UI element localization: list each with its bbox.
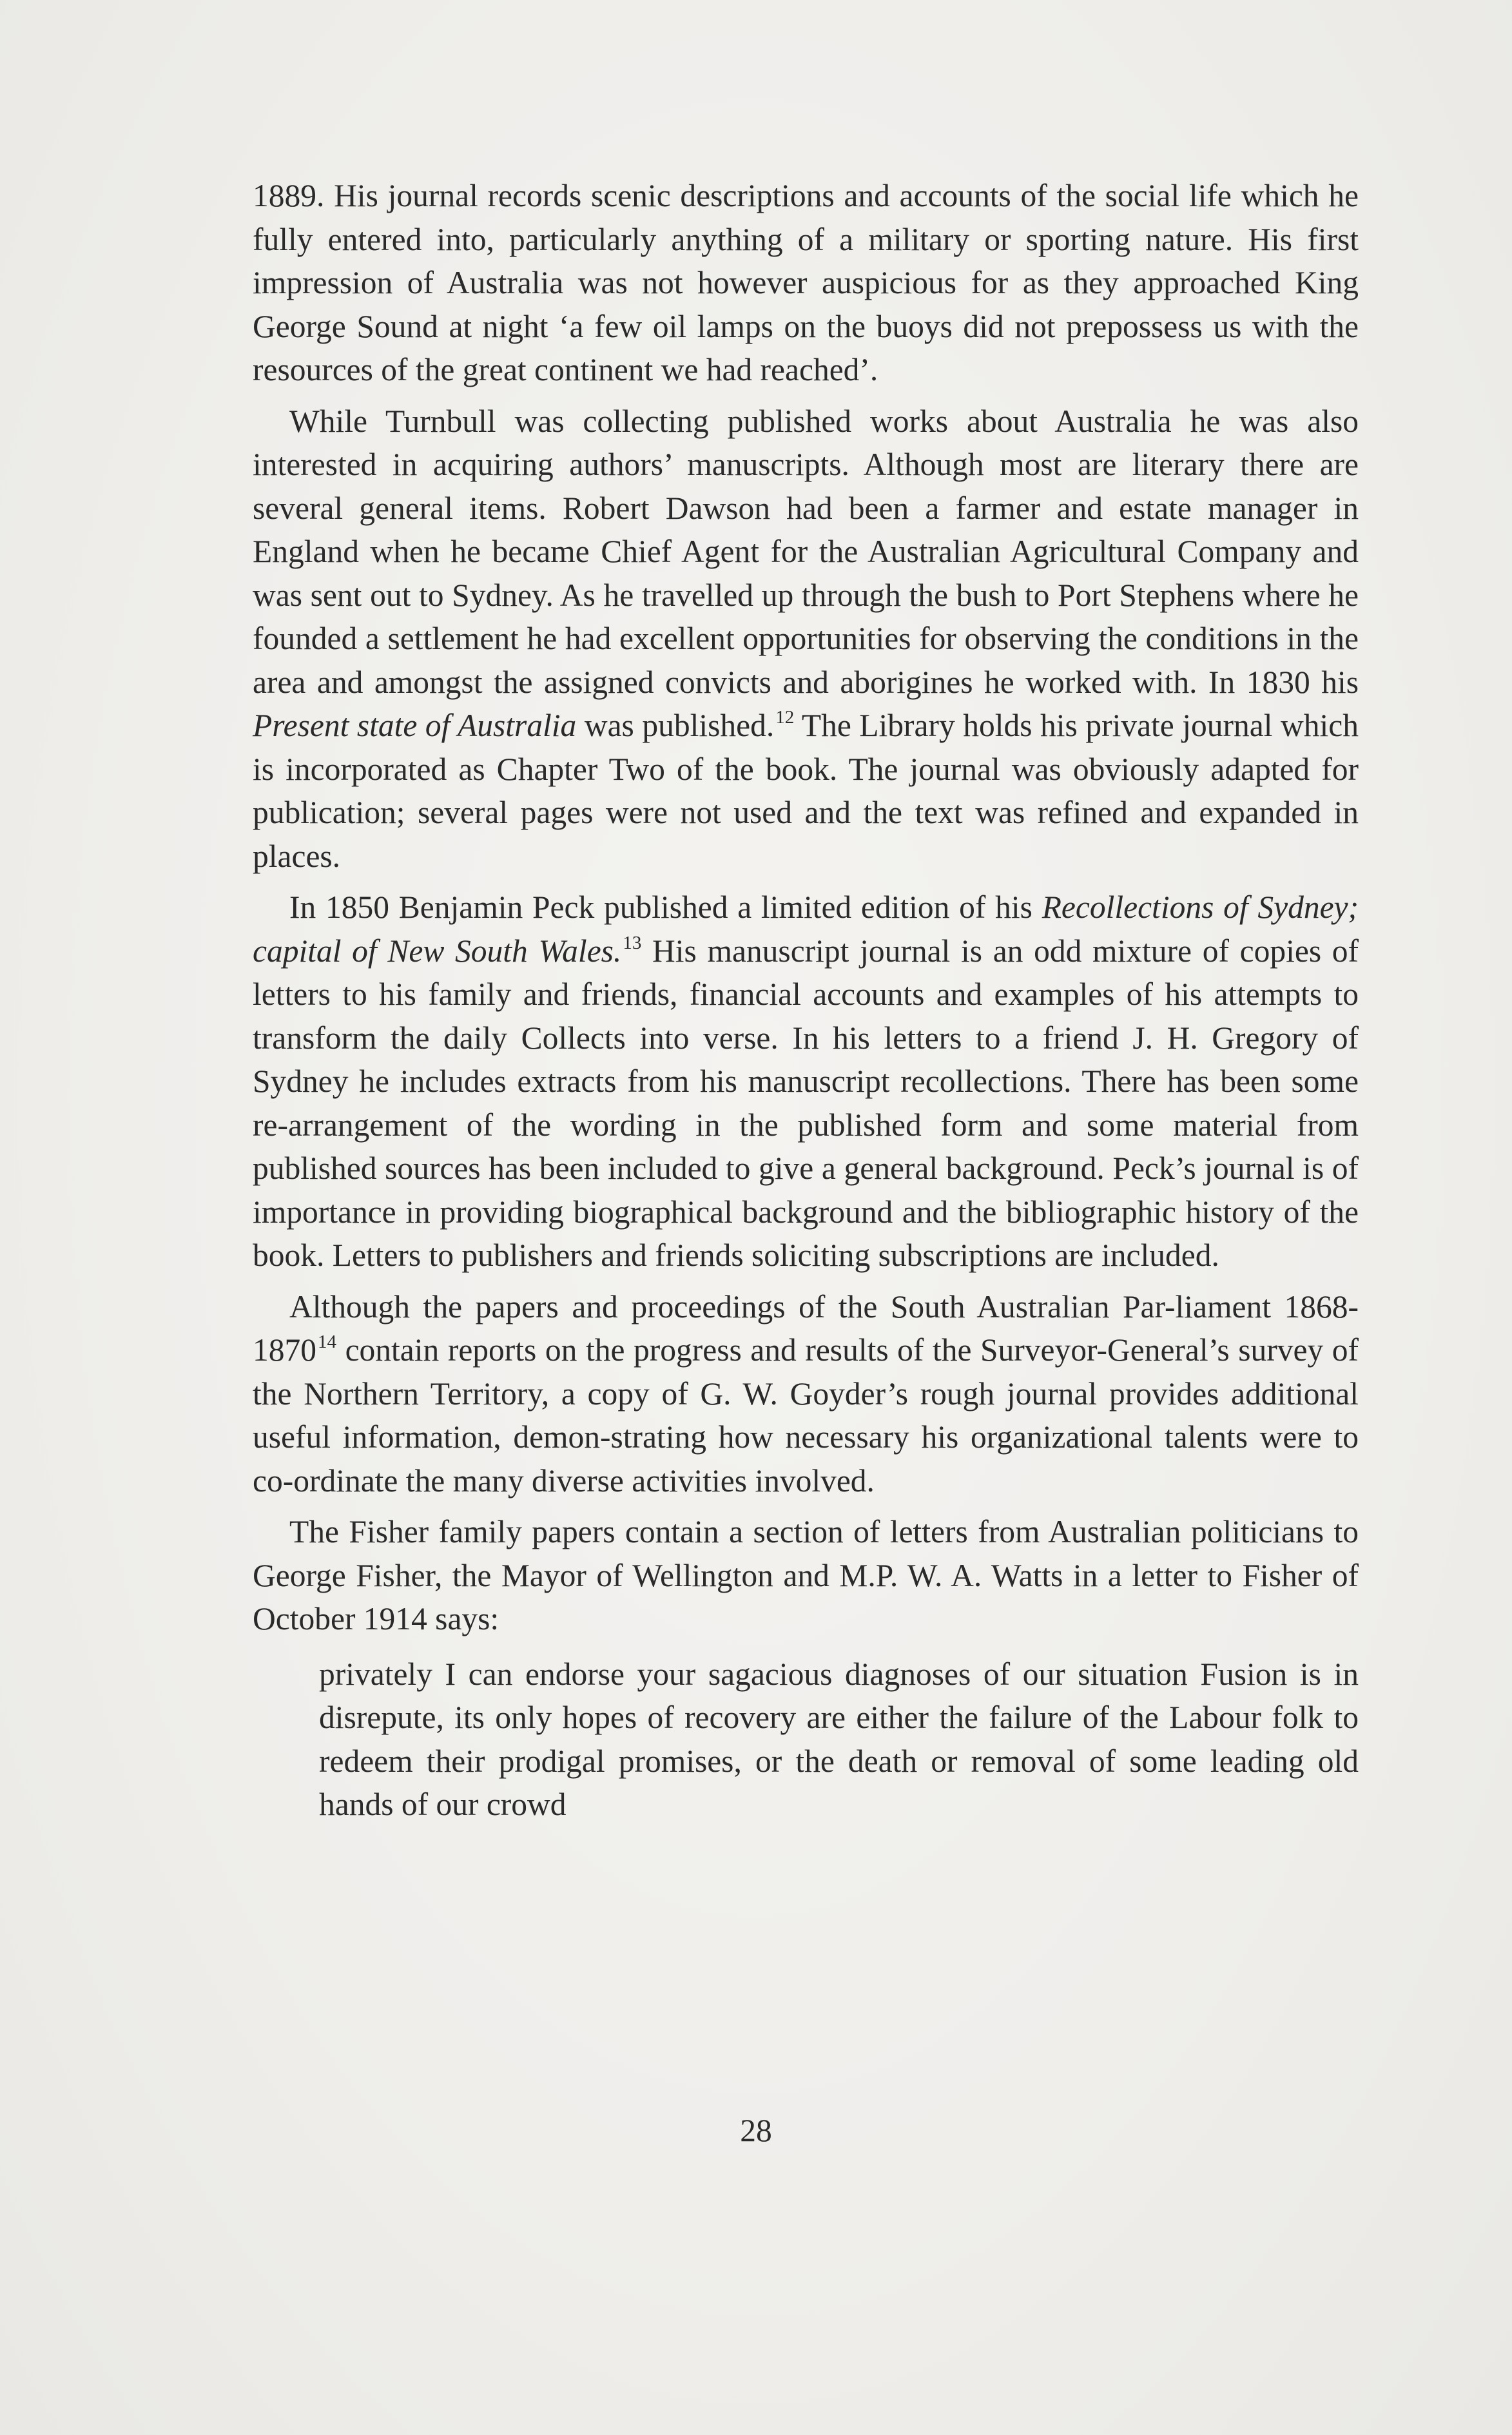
paragraph-4: Although the papers and proceedings of the South Australian Par-liament 1868-1870$^{14}$ contain reports on the progress and results of the Surveyor-General’s survey of the Northern Territory, a copy of G. W. Goyder’s rough journal provides additional useful information, demon-strating how necessary his organizational talents were to co-ordinate the many diverse activities involved. bbox=[253, 1288, 1359, 1499]
footnote-marker: 14 bbox=[318, 1332, 336, 1352]
footnote-marker: 12 bbox=[775, 707, 795, 728]
italic-title: Recollections of Sydney; capital of New South Wales. bbox=[253, 889, 1359, 969]
paragraph-1: 1889. His journal records scenic descriptions and accounts of the social life which he fully entered into, particularly anything of a military or sporting nature. His first impression of Australia was not however auspicious for as they approached King George Sound at night ‘a few oil lamps on the buoys did not prepossess us with the resources of the great continent we had reached’. bbox=[253, 178, 1359, 387]
footnote-marker: 13 bbox=[623, 932, 642, 953]
paragraph-3: In 1850 Benjamin Peck published a limited edition of his Recollections of Sydney; capital of New South Wales.$^{13}$ His manuscript journal is an odd mixture of copies of letters to his family and friends, financial accounts and examples of his attempts to transform the daily Collects into verse. In his letters to a friend J. H. Gregory of Sydney he includes extracts from his manuscript recollections. There has been some re-arrangement of the wording in the published form and some material from published sources has been included to give a general background. Peck’s journal is of importance in providing biographical background and the bibliographic history of the book. Letters to publishers and friends soliciting subscriptions are included. bbox=[253, 889, 1359, 1273]
paragraph-2: While Turnbull was collecting published works about Australia he was also interested in acquiring authors’ manuscripts. Although most are literary there are several general items. Robert Dawson had been a farmer and estate manager in England when he became Chief Agent for the Australian Agricultural Company and was sent out to Sydney. As he travelled up through the bush to Port Stephens where he founded a settlement he had excellent opportunities for observing the conditions in the area and amongst the assigned convicts and aborigines he worked with. In 1830 his Present state of Australia was published.$^{12}$ The Library holds his private journal which is incorporated as Chapter Two of the book. The journal was obviously adapted for publication; several pages were not used and the text was refined and expanded in places. bbox=[253, 403, 1359, 874]
italic-title: Present state of Australia bbox=[253, 708, 577, 743]
block-quote: privately I can endorse your sagacious diagnoses of our situation Fusion is in disrepute, its only hopes of recovery are either the failure of the Labour folk to redeem their prodigal promises, or the death or removal of some leading old hands of our crowd bbox=[319, 1656, 1359, 1822]
page-number: 28 bbox=[740, 2113, 772, 2148]
body-text bbox=[253, 174, 1359, 1827]
paragraph-5: The Fisher family papers contain a section of letters from Australian politicians to George Fisher, the Mayor of Wellington and M.P. W. A. Watts in a letter to Fisher of October 1914 says: bbox=[253, 1514, 1359, 1636]
